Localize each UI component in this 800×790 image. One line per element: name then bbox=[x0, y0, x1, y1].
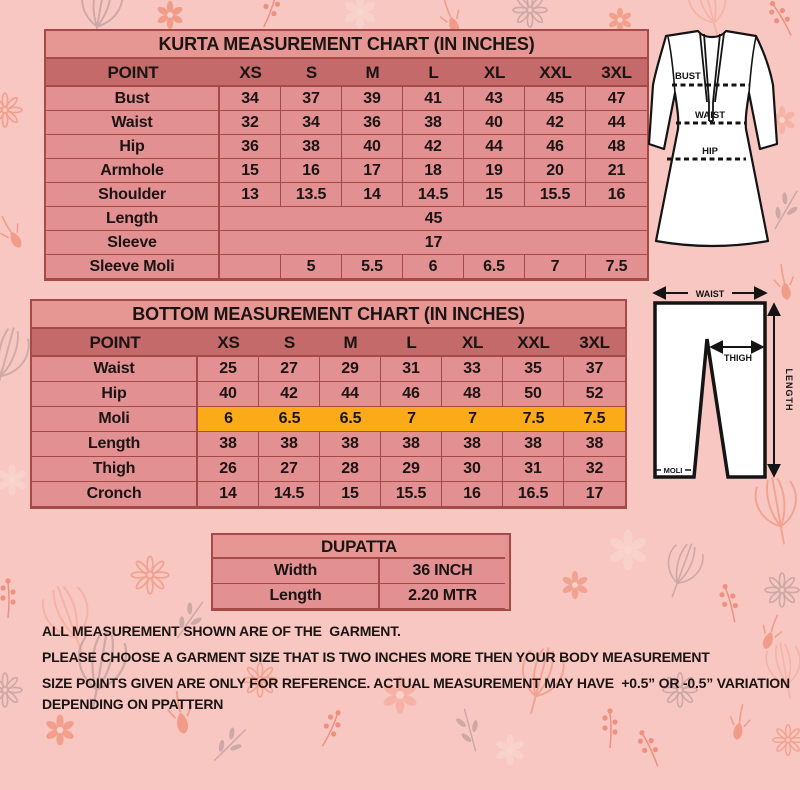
table-cell: 40 bbox=[464, 111, 525, 135]
note-line: ALL MEASUREMENT SHOWN ARE OF THE GARMENT. bbox=[42, 622, 790, 640]
table-cell: 16 bbox=[442, 482, 503, 507]
floral-decoration bbox=[761, 713, 800, 767]
table-cell: 32 bbox=[564, 457, 625, 482]
table-cell: 15 bbox=[320, 482, 381, 507]
merged-cell: 45 bbox=[220, 207, 647, 231]
table-cell: 38 bbox=[442, 432, 503, 457]
column-header: M bbox=[320, 329, 381, 357]
table-cell: 29 bbox=[320, 357, 381, 382]
table-cell: 15 bbox=[464, 183, 525, 207]
table-cell: 6.5 bbox=[464, 255, 525, 279]
table-cell: 7.5 bbox=[503, 407, 564, 432]
table-cell: 44 bbox=[586, 111, 647, 135]
table-cell: 17 bbox=[564, 482, 625, 507]
table-cell: 15.5 bbox=[525, 183, 586, 207]
table-cell: 38 bbox=[281, 135, 342, 159]
table-cell: 6 bbox=[198, 407, 259, 432]
row-label: Length bbox=[46, 207, 220, 231]
table-cell: 6 bbox=[403, 255, 464, 279]
column-header: L bbox=[381, 329, 442, 357]
table-cell: 38 bbox=[381, 432, 442, 457]
row-label: Waist bbox=[46, 111, 220, 135]
table-cell: 52 bbox=[564, 382, 625, 407]
table-cell: 21 bbox=[586, 159, 647, 183]
table-cell: 41 bbox=[403, 87, 464, 111]
table-cell: 31 bbox=[381, 357, 442, 382]
column-header: S bbox=[281, 59, 342, 87]
row-label: Length bbox=[32, 432, 198, 457]
table-cell: 7.5 bbox=[586, 255, 647, 279]
row-label: Width bbox=[213, 559, 380, 584]
table-cell: 18 bbox=[403, 159, 464, 183]
column-header: S bbox=[259, 329, 320, 357]
table-cell: 17 bbox=[342, 159, 403, 183]
table-cell: 35 bbox=[503, 357, 564, 382]
bust-label: BUST bbox=[675, 71, 701, 82]
pant-waist-label: WAIST bbox=[696, 289, 725, 299]
bottom-measurement-table bbox=[30, 299, 627, 509]
column-header: XXL bbox=[503, 329, 564, 357]
row-label: Bust bbox=[46, 87, 220, 111]
kurta-figure bbox=[646, 22, 786, 272]
table-cell: 29 bbox=[381, 457, 442, 482]
floral-decoration bbox=[480, 720, 540, 780]
table-cell: 7.5 bbox=[564, 407, 625, 432]
table-cell: 37 bbox=[564, 357, 625, 382]
table-title: BOTTOM MEASUREMENT CHART (IN INCHES) bbox=[32, 301, 625, 329]
row-label: Hip bbox=[32, 382, 198, 407]
table-cell: 40 bbox=[342, 135, 403, 159]
table-cell: 13 bbox=[220, 183, 281, 207]
row-label: Shoulder bbox=[46, 183, 220, 207]
table-cell: 16 bbox=[586, 183, 647, 207]
table-cell: 13.5 bbox=[281, 183, 342, 207]
table-cell: 38 bbox=[503, 432, 564, 457]
pant-outline bbox=[655, 303, 765, 477]
table-cell: 45 bbox=[525, 87, 586, 111]
row-label: Moli bbox=[32, 407, 198, 432]
table-cell: 42 bbox=[525, 111, 586, 135]
table-cell: 30 bbox=[442, 457, 503, 482]
merged-cell: 17 bbox=[220, 231, 647, 255]
table-cell: 20 bbox=[525, 159, 586, 183]
table-title: KURTA MEASUREMENT CHART (IN INCHES) bbox=[46, 31, 647, 59]
table-cell: 43 bbox=[464, 87, 525, 111]
table-cell: 25 bbox=[198, 357, 259, 382]
moli-label: MOLI bbox=[664, 466, 683, 475]
row-label: Thigh bbox=[32, 457, 198, 482]
table-cell: 46 bbox=[525, 135, 586, 159]
column-header: XXL bbox=[525, 59, 586, 87]
hip-label: HIP bbox=[702, 146, 719, 157]
row-label: Cronch bbox=[32, 482, 198, 507]
table-cell: 16.5 bbox=[503, 482, 564, 507]
table-cell: 44 bbox=[320, 382, 381, 407]
table-cell: 38 bbox=[259, 432, 320, 457]
table-cell: 16 bbox=[281, 159, 342, 183]
bottom-figure bbox=[645, 282, 800, 494]
table-cell: 19 bbox=[464, 159, 525, 183]
floral-decoration bbox=[548, 558, 602, 612]
note-line: PLEASE CHOOSE A GARMENT SIZE THAT IS TWO INCHES MORE THEN YOUR BODY MEASUREMENT bbox=[42, 648, 790, 666]
column-header: L bbox=[403, 59, 464, 87]
table-cell: 38 bbox=[403, 111, 464, 135]
table-cell: 14 bbox=[342, 183, 403, 207]
table-cell: 14.5 bbox=[259, 482, 320, 507]
table-cell: 39 bbox=[342, 87, 403, 111]
table-cell: 44 bbox=[464, 135, 525, 159]
table-cell: 36 bbox=[220, 135, 281, 159]
table-cell: 32 bbox=[220, 111, 281, 135]
waist-label: WAIST bbox=[695, 110, 725, 121]
column-header: XL bbox=[442, 329, 503, 357]
table-cell: 27 bbox=[259, 357, 320, 382]
table-cell: 15 bbox=[220, 159, 281, 183]
table-cell bbox=[220, 255, 281, 279]
table-title: DUPATTA bbox=[213, 535, 505, 559]
table-cell: 14 bbox=[198, 482, 259, 507]
table-cell: 40 bbox=[198, 382, 259, 407]
row-label: Armhole bbox=[46, 159, 220, 183]
floral-decoration bbox=[0, 80, 35, 140]
note-line: SIZE POINTS GIVEN ARE ONLY FOR REFERENCE. ACTUAL MEASUREMENT MAY HAVE +0.5” OR -0.5” VARIATION bbox=[42, 674, 790, 692]
length-label: LENGTH bbox=[784, 369, 794, 412]
column-header: M bbox=[342, 59, 403, 87]
column-header: XL bbox=[464, 59, 525, 87]
table-cell: 31 bbox=[503, 457, 564, 482]
table-cell: 7 bbox=[442, 407, 503, 432]
table-cell: 38 bbox=[320, 432, 381, 457]
column-header: XS bbox=[220, 59, 281, 87]
row-label: Sleeve bbox=[46, 231, 220, 255]
row-label: Length bbox=[213, 584, 380, 609]
column-header: POINT bbox=[32, 329, 198, 357]
table-cell: 48 bbox=[586, 135, 647, 159]
row-label: Hip bbox=[46, 135, 220, 159]
column-header: POINT bbox=[46, 59, 220, 87]
table-cell: 6.5 bbox=[259, 407, 320, 432]
column-header: 3XL bbox=[564, 329, 625, 357]
table-cell: 7 bbox=[381, 407, 442, 432]
table-cell: 33 bbox=[442, 357, 503, 382]
row-label: Waist bbox=[32, 357, 198, 382]
table-cell: 5.5 bbox=[342, 255, 403, 279]
note-line: DEPENDING ON PPATTERN bbox=[42, 695, 790, 713]
table-cell: 2.20 MTR bbox=[380, 584, 505, 609]
measurement-notes bbox=[42, 622, 790, 721]
table-cell: 36 INCH bbox=[380, 559, 505, 584]
dupatta-table bbox=[211, 533, 511, 611]
thigh-label: THIGH bbox=[724, 353, 752, 363]
kurta-measurement-table bbox=[44, 29, 649, 281]
table-cell: 47 bbox=[586, 87, 647, 111]
table-cell: 28 bbox=[320, 457, 381, 482]
column-header: 3XL bbox=[586, 59, 647, 87]
table-cell: 14.5 bbox=[403, 183, 464, 207]
table-cell: 42 bbox=[403, 135, 464, 159]
table-cell: 37 bbox=[281, 87, 342, 111]
table-cell: 38 bbox=[198, 432, 259, 457]
table-cell: 48 bbox=[442, 382, 503, 407]
table-cell: 27 bbox=[259, 457, 320, 482]
table-cell: 26 bbox=[198, 457, 259, 482]
table-cell: 6.5 bbox=[320, 407, 381, 432]
table-cell: 34 bbox=[220, 87, 281, 111]
table-cell: 7 bbox=[525, 255, 586, 279]
table-cell: 34 bbox=[281, 111, 342, 135]
table-cell: 38 bbox=[564, 432, 625, 457]
table-cell: 15.5 bbox=[381, 482, 442, 507]
row-label: Sleeve Moli bbox=[46, 255, 220, 279]
table-cell: 5 bbox=[281, 255, 342, 279]
column-header: XS bbox=[198, 329, 259, 357]
table-cell: 36 bbox=[342, 111, 403, 135]
kurta-outline bbox=[649, 31, 777, 246]
table-cell: 46 bbox=[381, 382, 442, 407]
table-cell: 50 bbox=[503, 382, 564, 407]
table-cell: 42 bbox=[259, 382, 320, 407]
